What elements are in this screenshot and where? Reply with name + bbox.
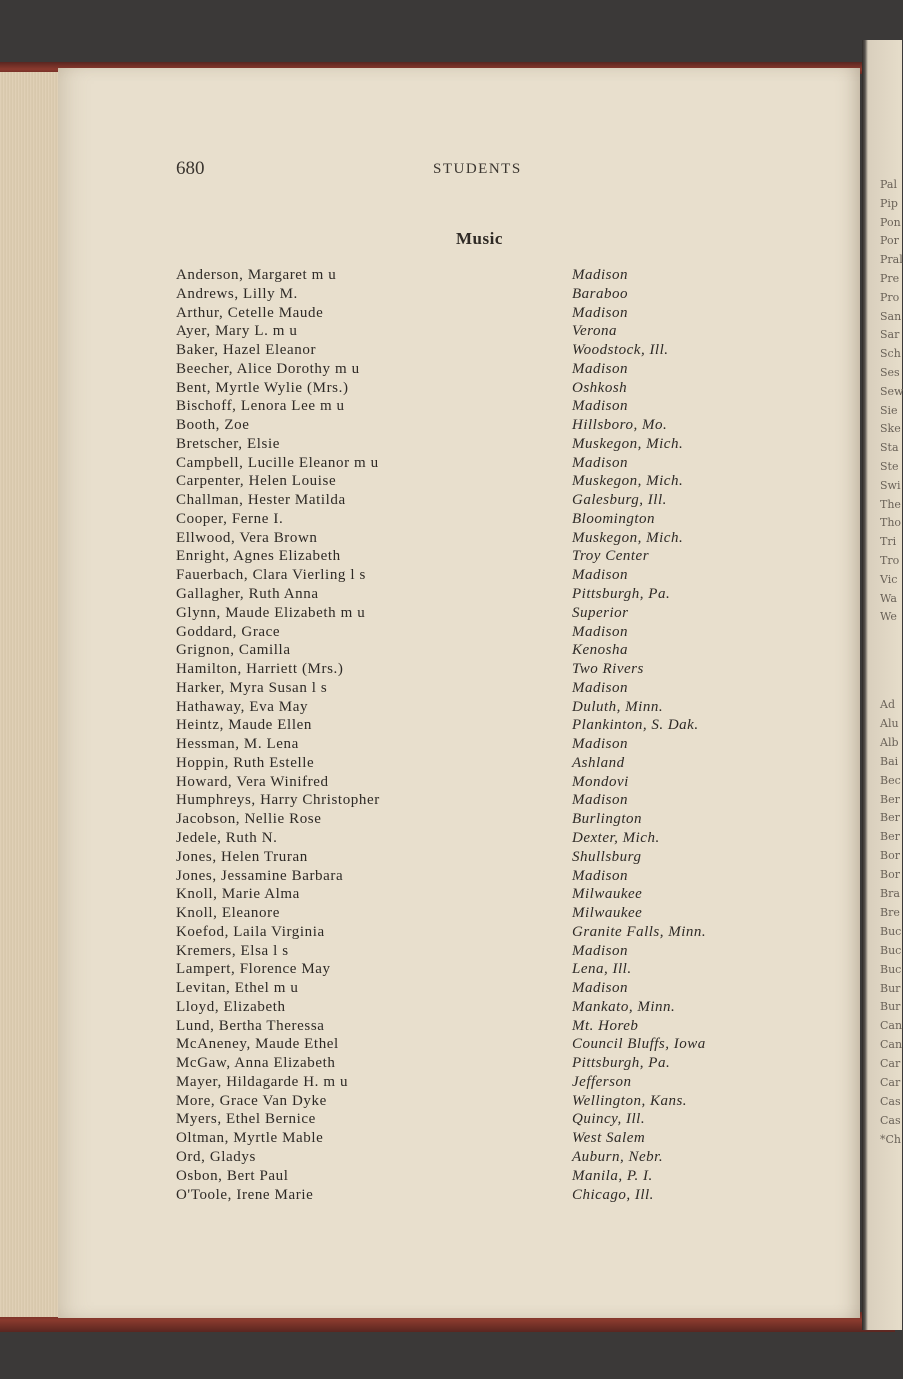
next-page-fragment: Sta bbox=[880, 441, 899, 455]
student-hometown: Shullsburg bbox=[572, 848, 642, 865]
student-name: Bischoff, Lenora Lee m u bbox=[176, 398, 345, 415]
student-row bbox=[176, 716, 776, 735]
student-hometown: Galesburg, Ill. bbox=[572, 492, 667, 509]
student-hometown: Madison bbox=[572, 304, 628, 321]
student-row bbox=[176, 491, 776, 510]
next-page-fragment: Buc bbox=[880, 924, 902, 938]
student-hometown: Madison bbox=[572, 792, 628, 809]
student-row bbox=[176, 341, 776, 360]
student-name: Jedele, Ruth N. bbox=[176, 829, 278, 846]
student-name: More, Grace Van Dyke bbox=[176, 1092, 327, 1109]
student-row bbox=[176, 998, 776, 1017]
student-hometown: Hillsboro, Mo. bbox=[572, 417, 668, 434]
next-page-fragment: Ber bbox=[880, 811, 900, 825]
student-name: Lloyd, Elizabeth bbox=[176, 998, 286, 1015]
student-hometown: Lena, Ill. bbox=[572, 961, 632, 978]
section-title: Music bbox=[456, 229, 503, 248]
student-row bbox=[176, 360, 776, 379]
next-page-fragment: Pral bbox=[880, 253, 903, 267]
student-hometown: Milwaukee bbox=[572, 905, 643, 922]
student-hometown: Kenosha bbox=[572, 642, 628, 659]
student-row bbox=[176, 566, 776, 585]
next-page-fragment: Can bbox=[880, 1019, 903, 1033]
student-name: Bretscher, Elsie bbox=[176, 435, 280, 452]
student-name: Osbon, Bert Paul bbox=[176, 1167, 289, 1184]
student-name: Andrews, Lilly M. bbox=[176, 285, 298, 302]
student-row bbox=[176, 960, 776, 979]
student-name: Jones, Helen Truran bbox=[176, 848, 308, 865]
student-row bbox=[176, 285, 776, 304]
student-row bbox=[176, 547, 776, 566]
student-hometown: Manila, P. I. bbox=[572, 1167, 653, 1184]
student-row bbox=[176, 1073, 776, 1092]
student-row bbox=[176, 379, 776, 398]
student-name: Knoll, Eleanore bbox=[176, 905, 280, 922]
student-name: Levitan, Ethel m u bbox=[176, 980, 299, 997]
student-name: Anderson, Margaret m u bbox=[176, 267, 337, 283]
student-row bbox=[176, 660, 776, 679]
student-row bbox=[176, 1186, 776, 1205]
student-row bbox=[176, 1167, 776, 1186]
student-name: Lund, Bertha Theressa bbox=[176, 1017, 325, 1034]
next-page-fragment: Tho bbox=[880, 516, 902, 530]
student-name: Hoppin, Ruth Estelle bbox=[176, 754, 315, 771]
student-name: Booth, Zoe bbox=[176, 417, 250, 434]
student-name: Goddard, Grace bbox=[176, 623, 281, 640]
student-hometown: Muskegon, Mich. bbox=[572, 473, 684, 490]
student-name: Howard, Vera Winifred bbox=[176, 773, 329, 790]
next-page-fragment: *Ch bbox=[880, 1132, 902, 1146]
student-name: Bent, Myrtle Wylie (Mrs.) bbox=[176, 379, 349, 396]
student-name: Lampert, Florence May bbox=[176, 961, 331, 978]
next-page-fragment: Swi bbox=[880, 478, 901, 492]
student-row bbox=[176, 867, 776, 886]
student-hometown: Bloomington bbox=[572, 510, 655, 527]
student-name: Ellwood, Vera Brown bbox=[176, 529, 318, 546]
student-hometown: Baraboo bbox=[572, 285, 628, 302]
next-page-fragment: The bbox=[880, 497, 901, 511]
student-row bbox=[176, 472, 776, 491]
student-row bbox=[176, 904, 776, 923]
student-roster bbox=[176, 266, 776, 1204]
student-row bbox=[176, 848, 776, 867]
student-hometown: Madison bbox=[572, 942, 628, 959]
student-row bbox=[176, 1054, 776, 1073]
student-row bbox=[176, 773, 776, 792]
student-row bbox=[176, 1148, 776, 1167]
student-name: McAneney, Maude Ethel bbox=[176, 1036, 339, 1053]
next-page-fragment: Alb bbox=[880, 735, 899, 749]
student-hometown: Muskegon, Mich. bbox=[572, 529, 684, 546]
student-hometown: Madison bbox=[572, 267, 628, 283]
student-hometown: Chicago, Ill. bbox=[572, 1186, 654, 1203]
student-name: Fauerbach, Clara Vierling l s bbox=[176, 567, 366, 584]
student-row bbox=[176, 698, 776, 717]
student-name: Gallagher, Ruth Anna bbox=[176, 586, 319, 603]
student-hometown: Wellington, Kans. bbox=[572, 1092, 688, 1109]
student-row bbox=[176, 1129, 776, 1148]
student-row bbox=[176, 1017, 776, 1036]
next-page-fragment: Bra bbox=[880, 887, 900, 900]
student-hometown: Auburn, Nebr. bbox=[572, 1148, 664, 1165]
student-name: Campbell, Lucille Eleanor m u bbox=[176, 454, 379, 471]
next-page-fragment: Pon bbox=[880, 215, 901, 229]
student-row bbox=[176, 885, 776, 904]
next-page-fragment: We bbox=[880, 610, 897, 624]
student-name: Grignon, Camilla bbox=[176, 642, 291, 659]
student-name: Baker, Hazel Eleanor bbox=[176, 342, 317, 359]
student-name: Myers, Ethel Bernice bbox=[176, 1111, 316, 1128]
student-name: McGaw, Anna Elizabeth bbox=[176, 1055, 336, 1072]
student-name: Mayer, Hildagarde H. m u bbox=[176, 1073, 349, 1090]
student-row bbox=[176, 510, 776, 529]
student-name: Hamilton, Harriett (Mrs.) bbox=[176, 661, 344, 678]
next-page-fragment: Alu bbox=[880, 716, 899, 730]
page-number: 680 bbox=[176, 158, 205, 179]
student-hometown: Milwaukee bbox=[572, 886, 643, 903]
student-hometown: Granite Falls, Minn. bbox=[572, 923, 707, 940]
next-page-fragment: Vic bbox=[880, 572, 898, 586]
student-name: Beecher, Alice Dorothy m u bbox=[176, 360, 360, 377]
next-page-fragment: Ber bbox=[880, 792, 900, 806]
next-page-fragment: Ber bbox=[880, 830, 900, 844]
next-page-fragment: Bor bbox=[880, 868, 900, 882]
next-page-fragment: Cas bbox=[880, 1113, 901, 1127]
next-page-fragment: Ad bbox=[880, 698, 895, 711]
next-page-fragment: Por bbox=[880, 234, 899, 248]
next-page-fragment: Ste bbox=[880, 460, 899, 473]
next-page-fragment: Car bbox=[880, 1076, 901, 1089]
student-hometown: Madison bbox=[572, 454, 628, 471]
student-row bbox=[176, 679, 776, 698]
next-page-fragment: Sie bbox=[880, 403, 898, 417]
next-page-fragment: Bec bbox=[880, 773, 901, 787]
student-row bbox=[176, 810, 776, 829]
student-name: Challman, Hester Matilda bbox=[176, 492, 346, 509]
student-hometown: Verona bbox=[572, 323, 617, 340]
next-page-fragment: Tro bbox=[880, 554, 900, 567]
student-hometown: Duluth, Minn. bbox=[572, 698, 664, 715]
student-name: Ord, Gladys bbox=[176, 1148, 256, 1165]
next-page-fragment: Pre bbox=[880, 272, 900, 285]
student-name: Cooper, Ferne I. bbox=[176, 510, 284, 527]
student-hometown: Madison bbox=[572, 867, 628, 884]
next-page-fragment: Can bbox=[880, 1038, 903, 1052]
student-name: O'Toole, Irene Marie bbox=[176, 1186, 314, 1203]
student-row bbox=[176, 829, 776, 848]
student-row bbox=[176, 1110, 776, 1129]
student-hometown: Plankinton, S. Dak. bbox=[572, 717, 699, 734]
next-page-fragment: Wa bbox=[880, 591, 897, 605]
student-row bbox=[176, 397, 776, 416]
next-page-fragment: Pro bbox=[880, 290, 900, 304]
student-row bbox=[176, 604, 776, 623]
student-row bbox=[176, 304, 776, 323]
next-page-fragment: Buc bbox=[880, 943, 902, 957]
next-page-fragment: Ske bbox=[880, 422, 901, 436]
next-page-fragment: Buc bbox=[880, 962, 902, 976]
student-name: Jacobson, Nellie Rose bbox=[176, 811, 322, 828]
student-name: Koefod, Laila Virginia bbox=[176, 923, 325, 940]
page-stack-edge bbox=[0, 72, 63, 1317]
student-hometown: Two Rivers bbox=[572, 661, 644, 678]
student-name: Hessman, M. Lena bbox=[176, 736, 299, 753]
student-row bbox=[176, 979, 776, 998]
next-page-fragment: Bor bbox=[880, 849, 900, 863]
student-name: Oltman, Myrtle Mable bbox=[176, 1130, 324, 1147]
student-row bbox=[176, 923, 776, 942]
student-name: Kremers, Elsa l s bbox=[176, 942, 289, 959]
student-row bbox=[176, 435, 776, 454]
student-name: Humphreys, Harry Christopher bbox=[176, 792, 380, 809]
student-hometown: Burlington bbox=[572, 811, 643, 828]
student-row bbox=[176, 791, 776, 810]
next-page-fragment: Car bbox=[880, 1057, 901, 1071]
student-hometown: Madison bbox=[572, 567, 628, 584]
student-row bbox=[176, 529, 776, 548]
student-name: Arthur, Cetelle Maude bbox=[176, 304, 324, 321]
student-hometown: Council Bluffs, Iowa bbox=[572, 1036, 706, 1053]
student-hometown: Madison bbox=[572, 360, 628, 377]
student-row bbox=[176, 585, 776, 604]
student-hometown: Pittsburgh, Pa. bbox=[572, 1055, 671, 1072]
student-row bbox=[176, 641, 776, 660]
student-row bbox=[176, 754, 776, 773]
student-hometown: Madison bbox=[572, 679, 628, 696]
student-hometown: Dexter, Mich. bbox=[572, 829, 660, 846]
student-row bbox=[176, 416, 776, 435]
student-hometown: Madison bbox=[572, 736, 628, 753]
student-name: Enright, Agnes Elizabeth bbox=[176, 548, 341, 565]
student-name: Harker, Myra Susan l s bbox=[176, 679, 328, 696]
next-page-fragment: Sch bbox=[880, 347, 901, 361]
next-page-fragment: Bur bbox=[880, 981, 901, 995]
next-page-fragment: Pal bbox=[880, 178, 897, 191]
student-row bbox=[176, 266, 776, 285]
student-hometown: West Salem bbox=[572, 1130, 646, 1147]
student-hometown: Mondovi bbox=[572, 773, 629, 790]
next-page-fragment: Sew bbox=[880, 384, 903, 398]
next-page-fragment: Tri bbox=[880, 535, 897, 549]
next-page-fragment: Ses bbox=[880, 366, 900, 379]
next-page-fragment: Sar bbox=[880, 328, 900, 342]
student-hometown: Superior bbox=[572, 604, 629, 621]
student-row bbox=[176, 322, 776, 341]
next-page-fragment: Bre bbox=[880, 905, 900, 919]
student-row bbox=[176, 735, 776, 754]
student-hometown: Madison bbox=[572, 623, 628, 640]
next-page-edge bbox=[862, 40, 902, 1330]
next-page-fragment: Bai bbox=[880, 754, 899, 768]
student-name: Glynn, Maude Elizabeth m u bbox=[176, 604, 366, 621]
student-hometown: Madison bbox=[572, 980, 628, 997]
next-page-fragment: Bur bbox=[880, 1000, 901, 1014]
student-hometown: Madison bbox=[572, 398, 628, 415]
student-name: Jones, Jessamine Barbara bbox=[176, 867, 344, 884]
student-name: Ayer, Mary L. m u bbox=[176, 323, 298, 340]
next-page-fragment: Pip bbox=[880, 196, 898, 210]
student-name: Carpenter, Helen Louise bbox=[176, 473, 337, 490]
next-page-fragment: Cas bbox=[880, 1094, 901, 1108]
student-name: Heintz, Maude Ellen bbox=[176, 717, 312, 734]
student-hometown: Pittsburgh, Pa. bbox=[572, 586, 671, 603]
student-hometown: Quincy, Ill. bbox=[572, 1111, 646, 1128]
student-name: Hathaway, Eva May bbox=[176, 698, 309, 715]
next-page-fragment: San bbox=[880, 309, 902, 323]
student-name: Knoll, Marie Alma bbox=[176, 886, 300, 903]
student-hometown: Muskegon, Mich. bbox=[572, 435, 684, 452]
student-hometown: Troy Center bbox=[572, 548, 650, 565]
student-hometown: Ashland bbox=[572, 754, 625, 771]
student-hometown: Jefferson bbox=[572, 1073, 632, 1090]
student-hometown: Woodstock, Ill. bbox=[572, 342, 669, 359]
student-hometown: Mankato, Minn. bbox=[572, 998, 676, 1015]
student-row bbox=[176, 942, 776, 961]
student-row bbox=[176, 623, 776, 642]
student-hometown: Mt. Horeb bbox=[572, 1017, 639, 1034]
student-row bbox=[176, 1035, 776, 1054]
running-head: STUDENTS bbox=[433, 161, 522, 177]
student-row bbox=[176, 1092, 776, 1111]
student-hometown: Oshkosh bbox=[572, 379, 628, 396]
student-row bbox=[176, 454, 776, 473]
